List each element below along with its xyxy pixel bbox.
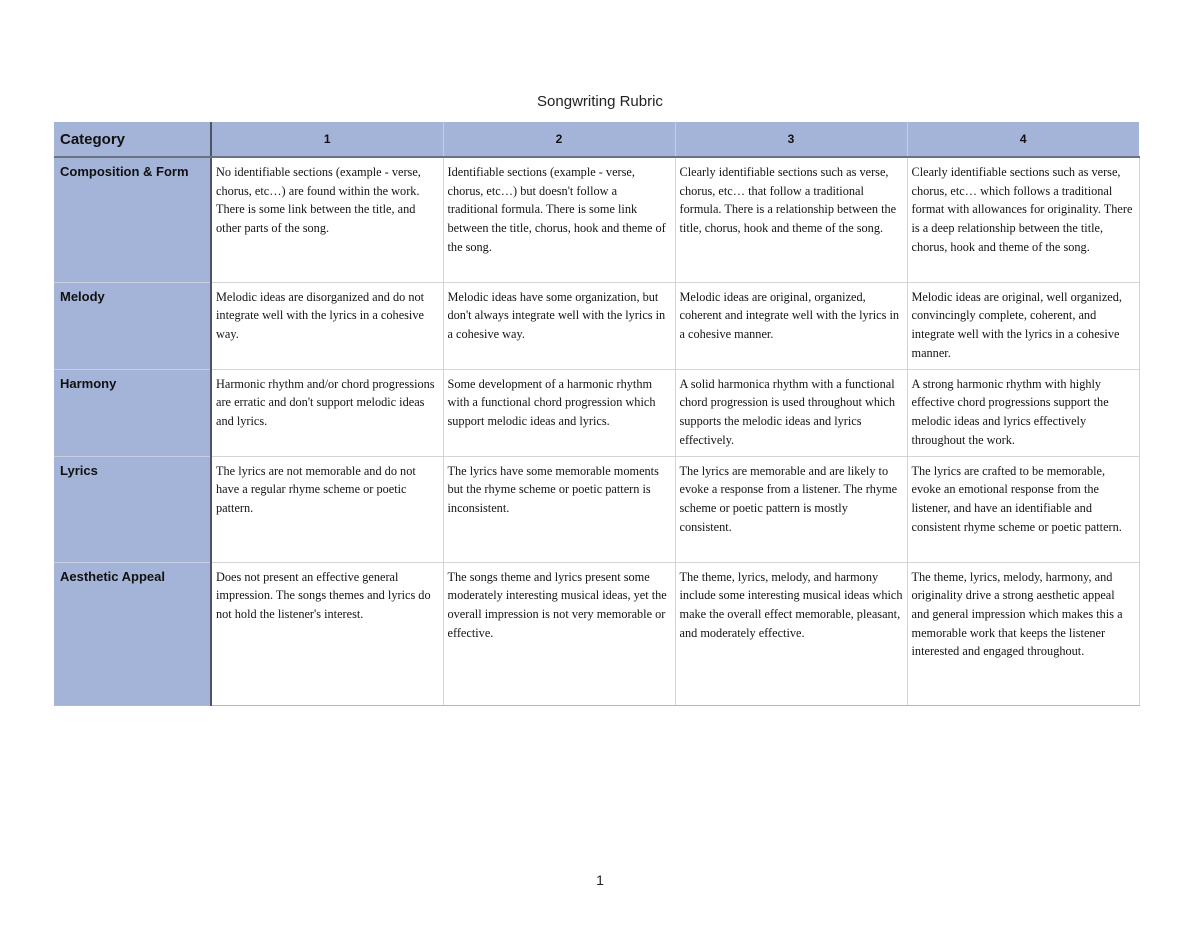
- rubric-cell: Does not present an effective general impression. The songs themes and lyrics do not hold the listener's interest.: [211, 562, 443, 705]
- rubric-cell: Melodic ideas are disorganized and do not integrate well with the lyrics in a cohesive way.: [211, 282, 443, 369]
- table-row: [54, 157, 1139, 282]
- rubric-cell: The lyrics have some memorable moments but the rhyme scheme or poetic pattern is inconsistent.: [443, 456, 675, 562]
- table-row: [54, 456, 1139, 562]
- level-header: 1: [211, 122, 443, 157]
- rubric-cell: A solid harmonica rhythm with a functional chord progression is used throughout which supports the melodic ideas and lyrics effectively.: [675, 369, 907, 456]
- rubric-table: [54, 122, 1140, 706]
- row-category: Composition & Form: [54, 157, 211, 282]
- rubric-cell: The lyrics are memorable and are likely to evoke a response from a listener. The rhyme scheme or poetic pattern is mostly consistent.: [675, 456, 907, 562]
- rubric-cell: Melodic ideas are original, well organized, convincingly complete, coherent, and integrate well with the lyrics in a cohesive manner.: [907, 282, 1139, 369]
- rubric-cell: The lyrics are crafted to be memorable, evoke an emotional response from the listener, and have an identifiable and consistent rhyme scheme or poetic pattern.: [907, 456, 1139, 562]
- rubric-cell: A strong harmonic rhythm with highly effective chord progressions support the melodic ideas and lyrics effectively throughout the work.: [907, 369, 1139, 456]
- row-category: Lyrics: [54, 456, 211, 562]
- page-number: 1: [596, 872, 604, 888]
- rubric-cell: The theme, lyrics, melody, and harmony include some interesting musical ideas which make the overall effect memorable, pleasant, and moderately effective.: [675, 562, 907, 705]
- page-title: Songwriting Rubric: [537, 93, 663, 110]
- level-header: 3: [675, 122, 907, 157]
- row-category: Aesthetic Appeal: [54, 562, 211, 705]
- rubric-cell: Clearly identifiable sections such as verse, chorus, etc… that follow a traditional formula. There is a relationship between the title, chorus, hook and theme of the song.: [675, 157, 907, 282]
- row-category: Harmony: [54, 369, 211, 456]
- rubric-cell: Identifiable sections (example - verse, chorus, etc…) but doesn't follow a traditional formula. There is some link between the title, chorus, hook and theme of the song.: [443, 157, 675, 282]
- rubric-cell: Melodic ideas have some organization, but don't always integrate well with the lyrics in a cohesive way.: [443, 282, 675, 369]
- rubric-cell: No identifiable sections (example - verse, chorus, etc…) are found within the work. There is some link between the title, and other parts of the song.: [211, 157, 443, 282]
- row-category: Melody: [54, 282, 211, 369]
- category-header: Category: [54, 122, 211, 157]
- table-row: [54, 562, 1139, 705]
- rubric-cell: The lyrics are not memorable and do not have a regular rhyme scheme or poetic pattern.: [211, 456, 443, 562]
- rubric-cell: Harmonic rhythm and/or chord progressions are erratic and don't support melodic ideas and lyrics.: [211, 369, 443, 456]
- rubric-cell: The songs theme and lyrics present some moderately interesting musical ideas, yet the overall impression is not very memorable or effective.: [443, 562, 675, 705]
- table-row: [54, 282, 1139, 369]
- level-header: 4: [907, 122, 1139, 157]
- level-header: 2: [443, 122, 675, 157]
- rubric-cell: Clearly identifiable sections such as verse, chorus, etc… which follows a traditional format with allowances for originality. There is a deep relationship between the title, chorus, hook and theme of the song.: [907, 157, 1139, 282]
- rubric-cell: The theme, lyrics, melody, harmony, and originality drive a strong aesthetic appeal and general impression which makes this a memorable work that keeps the listener interested and engaged throughout.: [907, 562, 1139, 705]
- header-row: [54, 122, 1139, 157]
- table-row: [54, 369, 1139, 456]
- rubric-cell: Melodic ideas are original, organized, coherent and integrate well with the lyrics in a cohesive manner.: [675, 282, 907, 369]
- rubric-cell: Some development of a harmonic rhythm with a functional chord progression which support melodic ideas and lyrics.: [443, 369, 675, 456]
